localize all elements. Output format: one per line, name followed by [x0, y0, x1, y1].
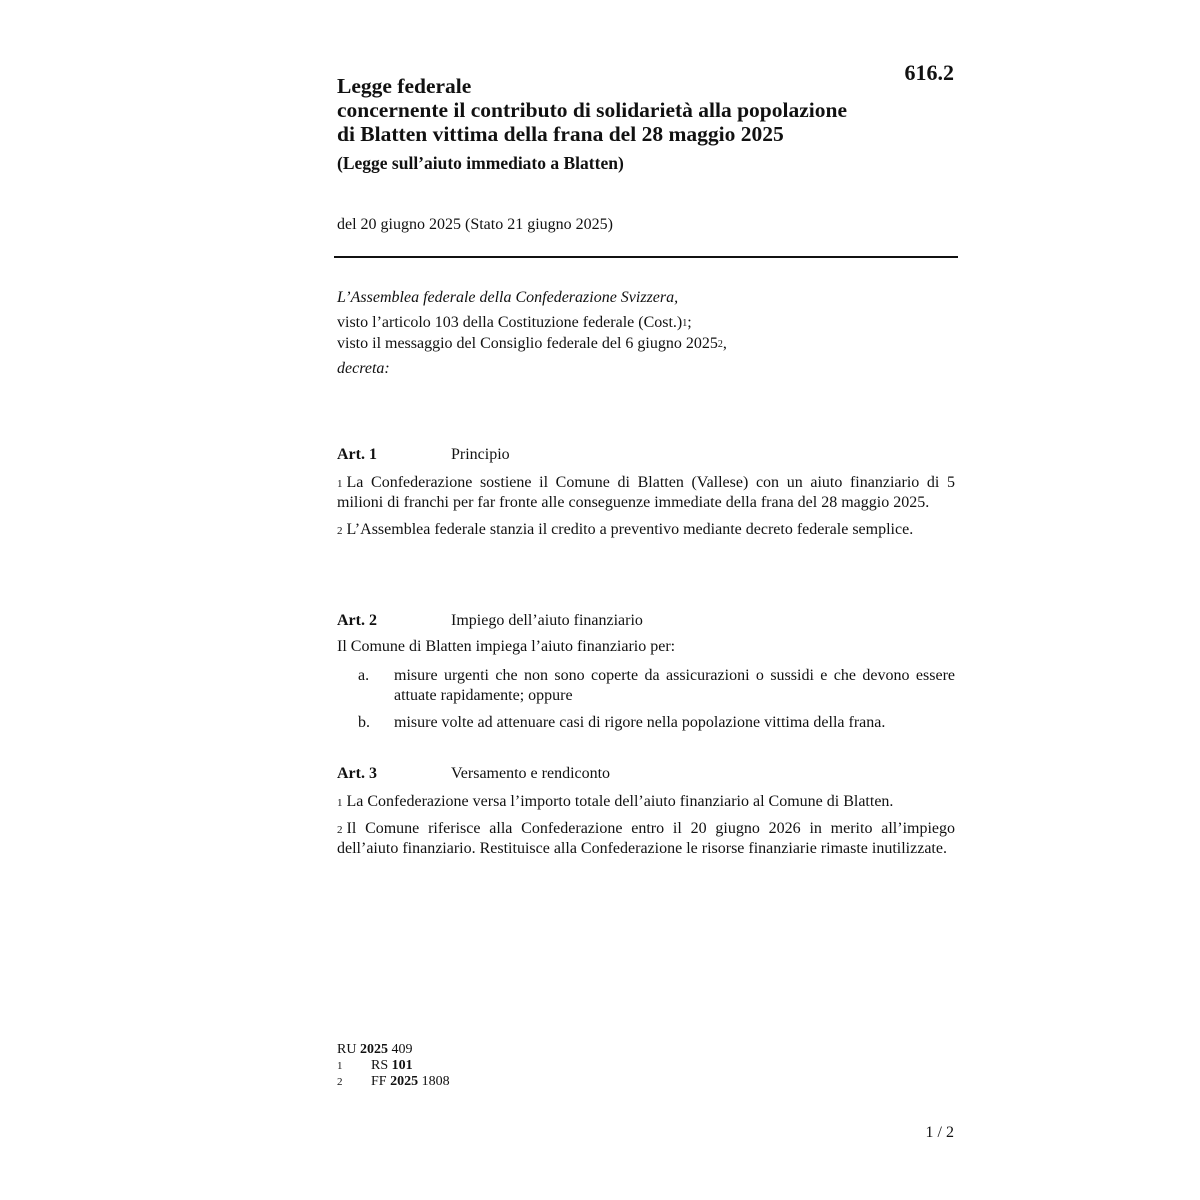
- article-1-title: Principio: [451, 446, 510, 463]
- article-1-paragraph-1: [337, 473, 955, 513]
- article-3-paragraph-1: [337, 792, 955, 812]
- list-text: misure volte ad attenuare casi di rigore nella popolazione vittima della frana.: [394, 714, 886, 731]
- paragraph-text: L’Assemblea federale stanzia il credito a preventivo mediante decreto federale semplice.: [346, 521, 914, 538]
- ru-prefix: RU: [337, 1042, 357, 1057]
- footnote-1-prefix: RS: [371, 1058, 389, 1073]
- article-2: [337, 611, 955, 733]
- preamble-visto-1: [337, 312, 957, 333]
- article-3-number: Art. 3: [337, 765, 377, 782]
- footnote-ref-2[interactable]: 2: [717, 339, 723, 350]
- preamble-assembly: L’Assemblea federale della Confederazione Svizzera,: [337, 289, 679, 306]
- article-2-intro: Il Comune di Blatten impiega l’aiuto finanziario per:: [337, 638, 676, 655]
- short-title: (Legge sull’aiuto immediato a Blatten): [337, 153, 624, 173]
- date-line: del 20 giugno 2025 (Stato 21 giugno 2025): [337, 216, 613, 233]
- footnote-1-bold: 101: [391, 1058, 413, 1073]
- paragraph-number: 1: [337, 478, 343, 490]
- footnote-ref-1[interactable]: 1: [682, 318, 688, 329]
- article-3-heading: [337, 764, 955, 784]
- article-2-heading: [337, 611, 955, 631]
- ru-page: 409: [391, 1042, 413, 1057]
- preamble-visto-2: [337, 333, 957, 354]
- article-3-title: Versamento e rendiconto: [451, 765, 611, 782]
- footnote-1: [337, 1058, 450, 1074]
- preamble-visto-1-text: visto l’articolo 103 della Costituzione federale (Cost.): [337, 314, 683, 331]
- preamble-decreta: decreta:: [337, 360, 390, 377]
- footnote-2-text: [371, 1074, 450, 1090]
- paragraph-number: 2: [337, 824, 343, 836]
- footnote-2: [337, 1074, 450, 1090]
- list-letter: b.: [358, 714, 370, 731]
- title-line-2: concernente il contributo di solidarietà alla popolazione: [337, 98, 848, 122]
- paragraph-text: La Confederazione versa l’importo totale dell’aiuto finanziario al Comune di Blatten.: [346, 793, 894, 810]
- preamble: [337, 287, 957, 379]
- footnotes: [337, 1042, 450, 1090]
- title-line-1: Legge federale: [337, 74, 472, 98]
- article-3-paragraph-2: [337, 819, 955, 859]
- footnote-2-prefix: FF: [371, 1074, 387, 1089]
- ru-year: 2025: [359, 1042, 388, 1057]
- list-text: misure urgenti che non sono coperte da assicurazioni o sussidi e che devono essere attuate rapidamente; oppure: [394, 667, 955, 704]
- article-1-heading: [337, 445, 955, 465]
- article-1-number: Art. 1: [337, 446, 377, 463]
- title-block: [337, 74, 957, 174]
- article-1-paragraph-2: [337, 520, 955, 540]
- article-2-number: Art. 2: [337, 612, 377, 629]
- article-2-title: Impiego dell’aiuto finanziario: [451, 612, 643, 629]
- paragraph-number: 1: [337, 797, 343, 809]
- footnote-2-suffix: 1808: [421, 1074, 450, 1089]
- list-item-a: [337, 666, 955, 706]
- sr-number: 616.2: [904, 60, 954, 85]
- footnote-1-text: [371, 1058, 413, 1074]
- page-number: 1 / 2: [925, 1124, 954, 1141]
- preamble-visto-2-text: visto il messaggio del Consiglio federale del 6 giugno 2025: [337, 335, 718, 352]
- title-line-3: di Blatten vittima della frana del 28 maggio 2025: [337, 122, 784, 146]
- article-1: [337, 445, 955, 547]
- paragraph-number: 2: [337, 525, 343, 537]
- footnote-1-number: 1: [337, 1060, 343, 1072]
- paragraph-text: La Confederazione sostiene il Comune di Blatten (Vallese) con un aiuto finanziario di 5 milioni di franchi per far fronte alle conseguenze immediate della frana del 28 maggio 2025.: [337, 474, 955, 511]
- article-3: [337, 764, 955, 866]
- list-letter: a.: [358, 667, 370, 684]
- list-item-b: [337, 713, 955, 733]
- footnote-2-number: 2: [337, 1076, 343, 1088]
- ru-reference: [337, 1042, 450, 1058]
- preamble-visto-2-end: ,: [722, 335, 727, 352]
- header-rule: [334, 256, 958, 258]
- paragraph-text: Il Comune riferisce alla Confederazione entro il 20 giugno 2026 in merito all’impiego dell’aiuto finanziario. Restituisce alla Confederazione le risorse finanziarie rimaste inutilizzate.: [337, 820, 955, 857]
- preamble-visto-1-end: ;: [687, 314, 692, 331]
- footnote-2-bold: 2025: [390, 1074, 419, 1089]
